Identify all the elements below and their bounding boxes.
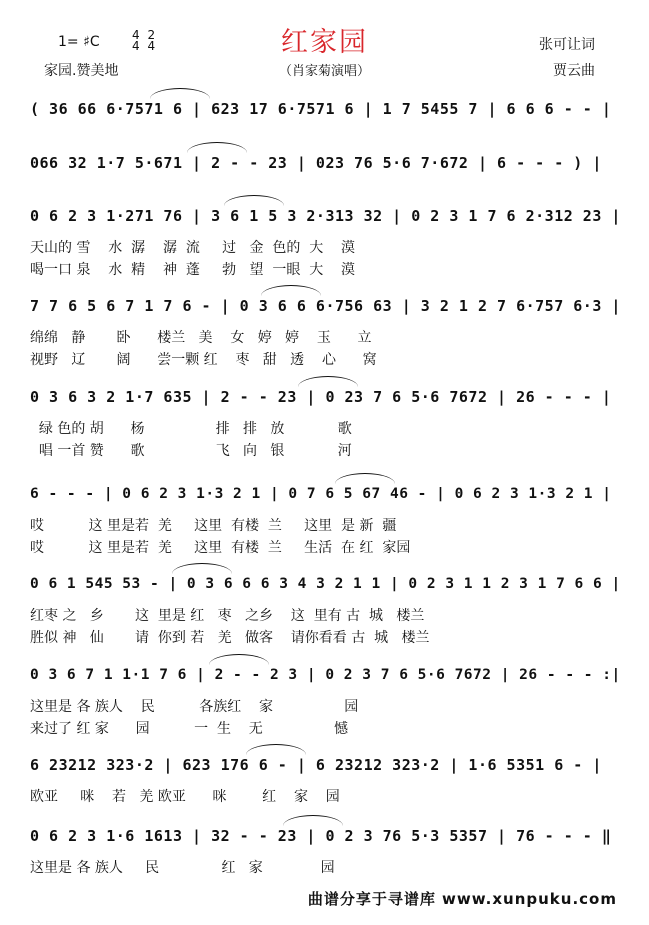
score-row xyxy=(30,203,624,278)
lyric-line xyxy=(30,515,624,535)
slur-mark xyxy=(172,563,232,574)
composer-credit: 贾云曲 xyxy=(553,63,595,79)
lyric-text: 绿 色的 胡 杨 排 排 放 歌 xyxy=(30,421,352,437)
lyric-line xyxy=(30,627,624,647)
lyricist-credit: 张可让词 xyxy=(539,37,595,53)
slur-mark xyxy=(246,744,306,755)
slur-mark xyxy=(298,376,358,387)
notation-line: 6 23212 323·2 | 623 176 6 - | 6 23212 323·2 | 1·6 5351 6 - | xyxy=(30,756,602,774)
notation-line: 0 6 2 3 1·271 76 | 3 6 1 5 3 2·313 32 | 0 2 3 1 7 6 2·312 23 | xyxy=(30,207,621,225)
notation-line: 0 3 6 7 1 1·1 7 6 | 2 - - 2 3 | 0 2 3 7 6 5·6 7672 | 26 - - - :| xyxy=(30,667,621,683)
score-row xyxy=(30,823,624,876)
notation-line: 0 3 6 3 2 1·7 635 | 2 - - 23 | 0 23 7 6 5·6 7672 | 26 - - - | xyxy=(30,388,612,406)
lyric-text: 欧亚 咪 若 羌 欧亚 咪 红 家 园 xyxy=(30,789,340,805)
notation-line: 0 6 2 3 1·6 1613 | 32 - - 23 | 0 2 3 76 5·3 5357 | 76 - - - ‖ xyxy=(30,827,612,845)
performer-note: （肖家菊演唱） xyxy=(278,64,370,79)
notation-line: 0 6 1 545 53 - | 0 3 6 6 6 3 4 3 2 1 1 | 0 2 3 1 1 2 3 1 7 6 6 | xyxy=(30,576,621,592)
lyric-line xyxy=(30,696,624,716)
lyric-line xyxy=(30,718,624,738)
score-row xyxy=(30,150,624,176)
lyric-text: 视野 辽 阔 尝一颗 红 枣 甜 透 心 窝 xyxy=(30,352,377,368)
lyric-line xyxy=(30,537,624,557)
slur-mark xyxy=(335,473,395,484)
lyric-line xyxy=(30,237,624,257)
time-signature xyxy=(132,30,159,52)
lyric-text: 胜似 神 仙 请 你到 若 羌 做客 请你看看 古 城 楼兰 xyxy=(30,630,430,646)
notation-line: 7 7 6 5 6 7 1 7 6 - | 0 3 6 6 6·756 63 | 3 2 1 2 7 6·757 6·3 | xyxy=(30,297,621,315)
lyric-line xyxy=(30,605,624,625)
score-row xyxy=(30,481,624,556)
page-title: 红家园 xyxy=(281,27,368,58)
meter-b: 2 4 xyxy=(147,28,156,53)
slur-mark xyxy=(224,195,284,206)
score-row xyxy=(30,752,624,805)
lyric-line xyxy=(30,440,624,460)
lyric-text: 唱 一首 赞 歌 飞 向 银 河 xyxy=(30,443,352,459)
score-row xyxy=(30,571,624,646)
lyric-line xyxy=(30,418,624,438)
lyric-text: 红枣 之 乡 这 里是 红 枣 之乡 这 里有 古 城 楼兰 xyxy=(30,608,425,624)
lyric-text: 来过了 红 家 园 一 生 无 憾 xyxy=(30,721,349,737)
score-row xyxy=(30,662,624,737)
footer-source: 曲谱分享于寻谱库 www.xunpuku.com xyxy=(307,890,617,908)
lyric-text: 喝一口 泉 水 精 神 蓬 勃 望 一眼 大 漠 xyxy=(30,262,356,278)
slur-mark xyxy=(150,88,210,99)
slur-mark xyxy=(209,654,269,665)
tagline: 家园.赞美地 xyxy=(44,63,119,79)
lyric-line xyxy=(30,259,624,279)
lyric-line xyxy=(30,349,624,369)
score-row xyxy=(30,96,624,122)
slur-mark xyxy=(187,142,247,153)
lyric-text: 这里是 各 族人 民 各族红 家 园 xyxy=(30,699,359,715)
lyric-text: 哎 这 里是若 羌 这里 有楼 兰 生活 在 红 家园 xyxy=(30,540,411,556)
meter-a: 4 4 xyxy=(132,28,140,53)
slur-mark xyxy=(283,815,343,826)
lyric-text: 这里是 各 族人 民 红 家 园 xyxy=(30,860,335,876)
lyric-text: 哎 这 里是若 羌 这里 有楼 兰 这里 是 新 疆 xyxy=(30,518,397,534)
score-row xyxy=(30,384,624,459)
lyric-line xyxy=(30,857,624,877)
notation-line: ( 36 66 6·7571 6 | 623 17 6·7571 6 | 1 7 5455 7 | 6 6 6 - - | xyxy=(30,100,612,118)
lyric-text: 绵绵 静 卧 楼兰 美 女 婷 婷 玉 立 xyxy=(30,330,372,346)
notation-line: 6 - - - | 0 6 2 3 1·3 2 1 | 0 7 6 5 67 46 - | 0 6 2 3 1·3 2 1 | xyxy=(30,486,612,502)
notation-line: 066 32 1·7 5·671 | 2 - - 23 | 023 76 5·6 7·672 | 6 - - - ) | xyxy=(30,154,602,172)
score-row xyxy=(30,293,624,368)
lyric-line xyxy=(30,327,624,347)
lyric-line xyxy=(30,786,624,806)
lyric-text: 天山的 雪 水 潺 潺 流 过 金 色的 大 漠 xyxy=(30,240,356,256)
slur-mark xyxy=(261,285,321,296)
key-signature: 1= ♯C xyxy=(58,34,100,50)
